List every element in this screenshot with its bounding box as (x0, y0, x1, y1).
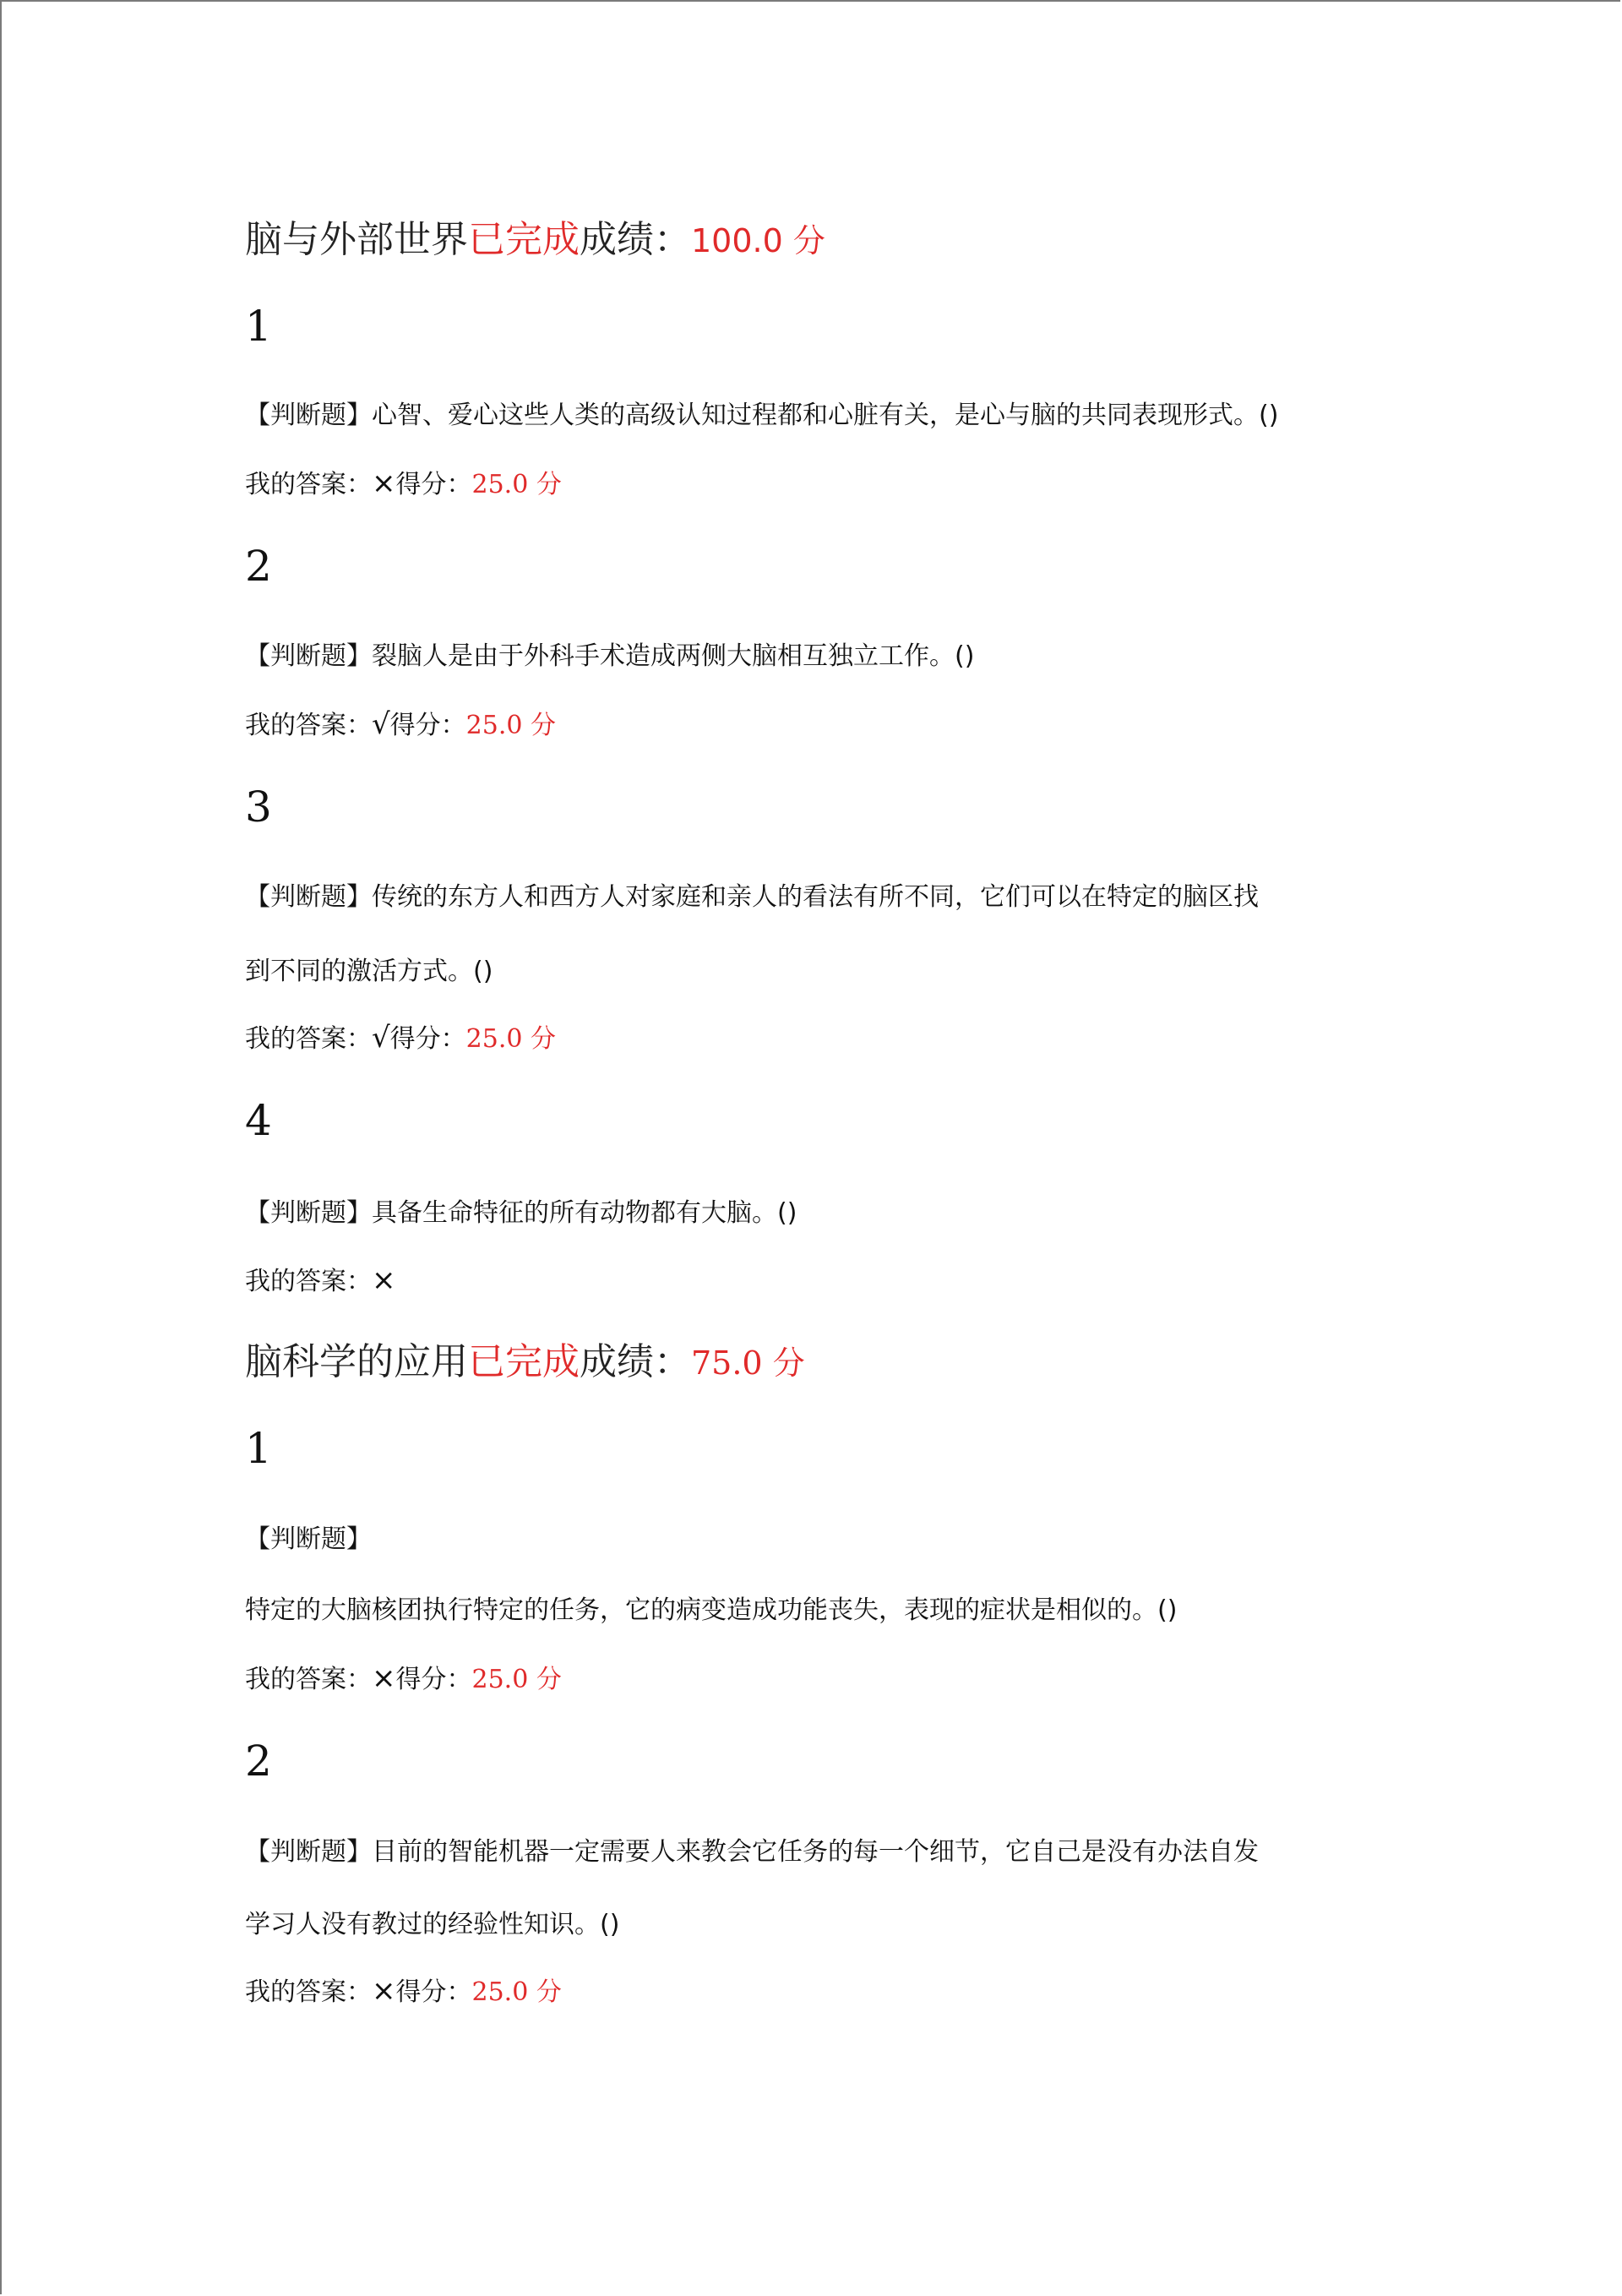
section-score: 100.0 分 (691, 222, 825, 259)
answer-line (245, 1972, 562, 2011)
points-value: 25.0 分 (471, 1665, 562, 1694)
section-title-brain-outside-world (245, 215, 825, 266)
question-body: 传统的东方人和西方人对家庭和亲人的看法有所不同，它们可以在特定的脑区找 (372, 882, 1259, 912)
answer-mark: √ (372, 1021, 390, 1055)
answer-label: 我的答案： (245, 1024, 372, 1054)
points-label: 得分： (389, 711, 466, 740)
section-title-text: 脑科学的应用 (245, 1340, 468, 1383)
section-title-text: 脑与外部世界 (245, 218, 468, 261)
answer-line (245, 465, 562, 504)
question-text (245, 1195, 797, 1232)
question-type-tag: 【判断题】 (245, 1524, 372, 1554)
answer-label: 我的答案： (245, 711, 372, 740)
answer-line (245, 1019, 556, 1058)
question-body: 心智、爱心这些人类的高级认知过程都和心脏有关，是心与脑的共同表现形式。() (372, 401, 1279, 430)
points-value: 25.0 分 (465, 1024, 557, 1054)
section-score-label: 成绩： (580, 1340, 691, 1383)
answer-line (245, 706, 556, 744)
points-label: 得分： (389, 1024, 466, 1054)
points-value: 25.0 分 (465, 711, 557, 740)
question-number: 1 (245, 1424, 272, 1473)
points-value: 25.0 分 (471, 470, 562, 499)
question-number: 3 (245, 783, 272, 832)
answer-line (245, 1660, 562, 1699)
question-number: 4 (245, 1096, 272, 1145)
question-text-continued: 学习人没有教过的经验性知识。() (245, 1910, 620, 1939)
answer-label: 我的答案： (245, 1977, 372, 2007)
answer-mark: × (372, 1974, 396, 2008)
section-score: 75.0 分 (691, 1344, 805, 1382)
question-text (245, 397, 1278, 434)
section-status: 已完成 (468, 1340, 580, 1383)
answer-line (245, 1262, 396, 1301)
question-number: 2 (245, 542, 272, 591)
question-type-tag: 【判断题】 (245, 1837, 372, 1867)
section-status: 已完成 (468, 218, 580, 261)
question-body: 具备生命特征的所有动物都有大脑。() (372, 1198, 797, 1228)
answer-label: 我的答案： (245, 1665, 372, 1694)
question-text (245, 1834, 1259, 1871)
question-body: 目前的智能机器一定需要人来教会它任务的每一个细节，它自己是没有办法自发 (372, 1837, 1259, 1867)
question-text-continued: 到不同的激活方式。() (245, 957, 493, 986)
question-type-tag: 【判断题】 (245, 401, 372, 430)
question-type-tag: 【判断题】 (245, 882, 372, 912)
points-label: 得分： (395, 470, 472, 499)
question-type-tag: 【判断题】 (245, 1198, 372, 1228)
answer-label: 我的答案： (245, 1267, 372, 1296)
points-label: 得分： (395, 1665, 472, 1694)
points-value: 25.0 分 (471, 1977, 562, 2007)
question-text (245, 638, 974, 675)
answer-label: 我的答案： (245, 470, 372, 499)
section-score-label: 成绩： (580, 218, 691, 261)
question-type-tag: 【判断题】 (245, 641, 372, 671)
question-number: 2 (245, 1737, 272, 1786)
question-number: 1 (245, 302, 272, 351)
answer-mark: √ (372, 707, 390, 741)
question-text (245, 879, 1259, 916)
section-title-brain-science-applications (245, 1337, 805, 1388)
points-label: 得分： (395, 1977, 472, 2007)
answer-mark: × (372, 1263, 396, 1297)
question-body: 特定的大脑核团执行特定的任务，它的病变造成功能丧失，表现的症状是相似的。() (245, 1595, 1178, 1625)
answer-mark: × (372, 1661, 396, 1695)
question-body: 裂脑人是由于外科手术造成两侧大脑相互独立工作。() (372, 641, 975, 671)
answer-mark: × (372, 466, 396, 500)
